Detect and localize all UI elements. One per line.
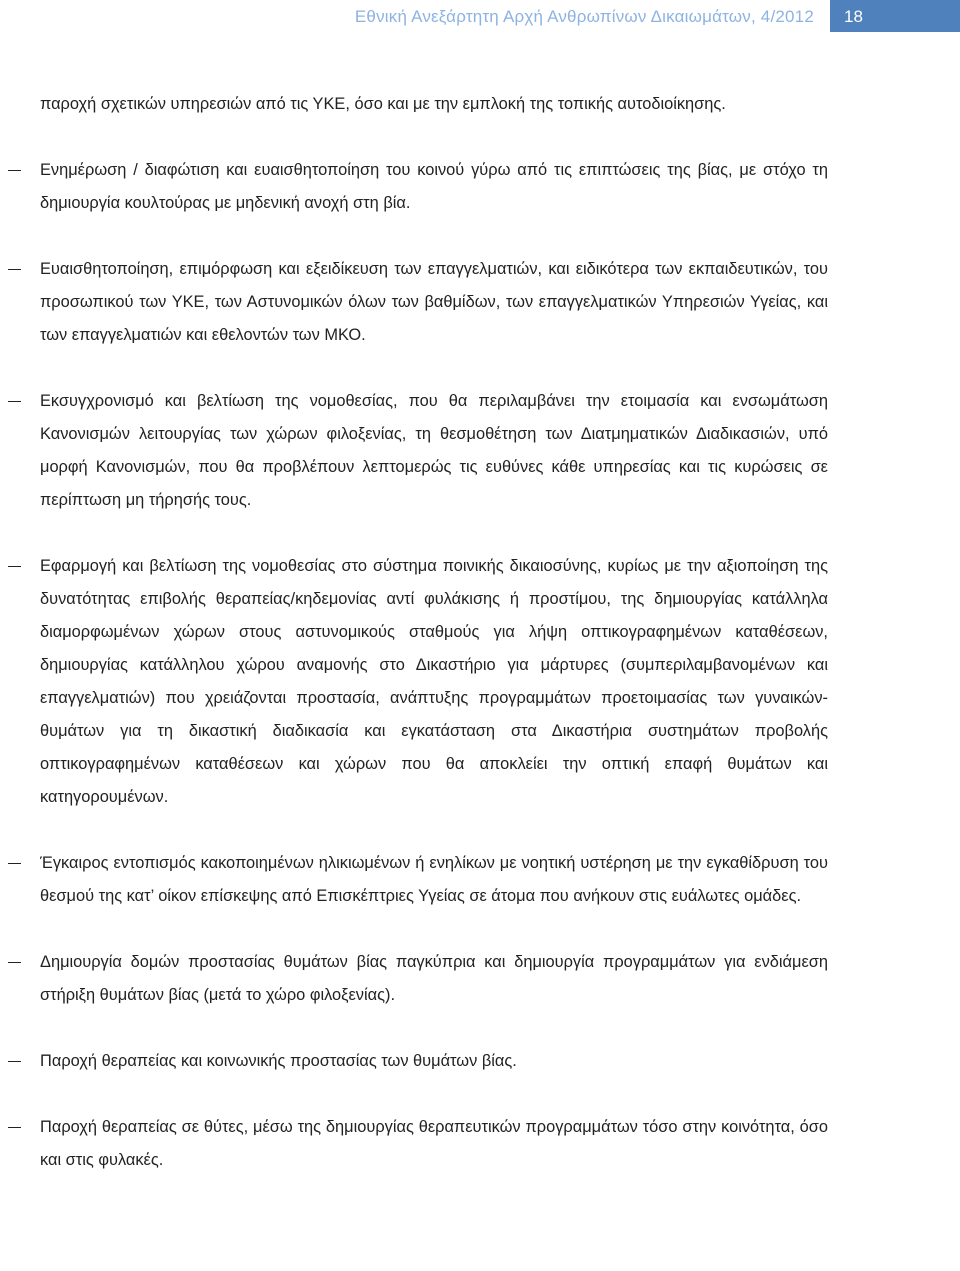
page-number-box — [830, 0, 960, 32]
page-number: 18 — [844, 7, 863, 26]
dash-bullet-icon — [8, 566, 21, 567]
dash-bullet-icon — [8, 1061, 21, 1062]
page-header — [0, 0, 960, 34]
list-item-text: Εκσυγχρονισμό και βελτίωση της νομοθεσίας, που θα περιλαμβάνει την ετοιμασία και ενσωμάτωση Κανονισμών λειτουργίας των χώρων φιλοξενίας, τη θεσμοθέτηση των Διατμηματικών Διαδικασιών, υπό μορφή Κανονισμών, που θα προβλέπουν λεπτομερώς τις ευθύνες κάθε υπηρεσίας και τις κυρώσεις σε περίπτωση μη τήρησής τους. — [40, 392, 828, 509]
list-item-text: Εφαρμογή και βελτίωση της νομοθεσίας στο σύστημα ποινικής δικαιοσύνης, κυρίως με την αξιοποίηση της δυνατότητας επιβολής θεραπείας/κηδεμονίας αντί φυλάκισης ή προστίμου, της δημιουργίας κατάλληλα διαμορφωμένων χώρων στους αστυνομικούς σταθμούς για λήψη οπτικογραφημένων καταθέσεων, δημιουργίας κατάλληλου χώρου αναμονής στο Δικαστήριο για μάρτυρες (συμπεριλαμβανομένων και επαγγελματιών) που χρειάζονται προστασία, ανάπτυξης προγραμμάτων προετοιμασίας των γυναικών-θυμάτων για τη δικαστική διαδικασία και εγκατάσταση στα Δικαστήρια συστημάτων προβολής οπτικογραφημένων καταθέσεων και χώρων που θα αποκλείει την οπτική επαφή θυμάτων και κατηγορουμένων. — [40, 557, 828, 806]
list-item — [0, 1111, 828, 1177]
list-item — [0, 550, 828, 814]
list-item — [0, 847, 828, 913]
dash-bullet-icon — [8, 269, 21, 270]
dash-bullet-icon — [8, 863, 21, 864]
list-item-text: Παροχή θεραπείας και κοινωνικής προστασίας των θυμάτων βίας. — [40, 1052, 517, 1070]
dash-bullet-icon — [8, 962, 21, 963]
header-title: Εθνική Ανεξάρτητη Αρχή Ανθρωπίνων Δικαιωμάτων, 4/2012 — [354, 7, 814, 26]
dash-bullet-icon — [8, 1127, 21, 1128]
list-item-text: Ευαισθητοποίηση, επιμόρφωση και εξειδίκευση των επαγγελματιών, και ειδικότερα των εκπαιδευτικών, του προσωπικού των ΥΚΕ, των Αστυνομικών όλων των βαθμίδων, των επαγγελματικών Υπηρεσιών Υγείας, και των επαγγελματιών και εθελοντών των ΜΚΟ. — [40, 260, 828, 344]
list-item — [0, 1045, 828, 1078]
list-item — [0, 946, 828, 1012]
list-item — [0, 154, 828, 220]
list-item — [0, 253, 828, 352]
dash-bullet-icon — [8, 170, 21, 171]
list-item-text: Δημιουργία δομών προστασίας θυμάτων βίας παγκύπρια και δημιουργία προγραμμάτων για ενδιάμεση στήριξη θυμάτων βίας (μετά το χώρο φιλοξενίας). — [40, 953, 828, 1004]
document-body — [0, 88, 960, 1210]
list-item-text: Παροχή θεραπείας σε θύτες, μέσω της δημιουργίας θεραπευτικών προγραμμάτων τόσο στην κοινότητα, όσο και στις φυλακές. — [40, 1118, 828, 1169]
list-item-text: Έγκαιρος εντοπισμός κακοποιημένων ηλικιωμένων ή ενηλίκων με νοητική υστέρηση με την εγκαθίδρυση του θεσμού της κατ’ οίκον επίσκεψης από Επισκέπτριες Υγείας σε άτομα που ανήκουν στις ευάλωτες ομάδες. — [40, 854, 828, 905]
paragraph-continuation: παροχή σχετικών υπηρεσιών από τις ΥΚΕ, όσο και με την εμπλοκή της τοπικής αυτοδιοίκησης. — [40, 95, 726, 113]
dash-bullet-icon — [8, 401, 21, 402]
list-item — [0, 385, 828, 517]
list-item-text: Ενημέρωση / διαφώτιση και ευαισθητοποίηση του κοινού γύρω από τις επιπτώσεις της βίας, με στόχο τη δημιουργία κουλτούρας με μηδενική ανοχή στη βία. — [40, 161, 828, 212]
